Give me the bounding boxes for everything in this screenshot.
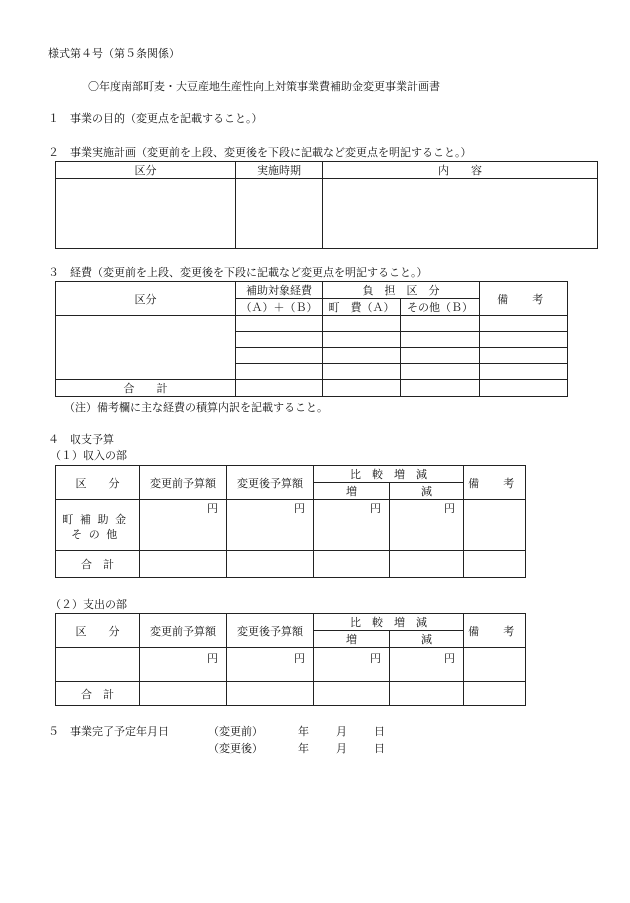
income-item-subsidy: 町補助金 bbox=[62, 513, 133, 526]
outgo-col-after: 変更後予算額 bbox=[227, 614, 314, 648]
outgo-biko-cell[interactable] bbox=[464, 648, 526, 682]
completion-after-month: 月 bbox=[336, 742, 347, 755]
document-title: 〇年度南部町麦・大豆産地生産性向上対策事業費補助金変更事業計画書 bbox=[88, 80, 440, 93]
outgo-col-kubun: 区 分 bbox=[56, 614, 140, 648]
plan-cell[interactable] bbox=[323, 179, 598, 249]
income-total-label: 合 計 bbox=[56, 551, 140, 578]
expense-cell[interactable] bbox=[401, 316, 480, 332]
expense-total-cell[interactable] bbox=[401, 380, 480, 397]
outgo-col-biko: 備 考 bbox=[464, 614, 526, 648]
section2-heading: ２ 事業実施計画（変更前を上段、変更後を下段に記載など変更点を明記すること。） bbox=[48, 146, 472, 159]
income-col-biko: 備 考 bbox=[464, 466, 526, 500]
expense-cell[interactable] bbox=[480, 332, 568, 348]
income-col-before: 変更前予算額 bbox=[140, 466, 227, 500]
outgo-total-label: 合 計 bbox=[56, 682, 140, 706]
outgo-before-yen[interactable]: 円 bbox=[140, 648, 227, 682]
income-total-cell[interactable] bbox=[314, 551, 390, 578]
outgo-total-cell[interactable] bbox=[390, 682, 464, 706]
expense-total-cell[interactable] bbox=[323, 380, 401, 397]
outgo-total-cell[interactable] bbox=[227, 682, 314, 706]
completion-after-day: 日 bbox=[374, 742, 385, 755]
income-gen-yen[interactable]: 円 bbox=[390, 500, 464, 551]
income-col-zo: 増 bbox=[314, 483, 390, 500]
outgo-col-before: 変更前予算額 bbox=[140, 614, 227, 648]
expense-col-hojo: 補助対象経費 bbox=[236, 282, 323, 299]
expense-cell[interactable] bbox=[480, 316, 568, 332]
plan-table bbox=[55, 161, 598, 249]
expense-col-hojo-formula: （Ａ）＋（Ｂ） bbox=[236, 299, 323, 316]
section1-heading: １ 事業の目的（変更点を記載すること。） bbox=[48, 112, 263, 125]
completion-before-year: 年 bbox=[298, 725, 309, 738]
plan-col-kubun: 区分 bbox=[56, 162, 236, 179]
expense-cell[interactable] bbox=[401, 332, 480, 348]
expense-cell[interactable] bbox=[323, 348, 401, 364]
expense-cell[interactable] bbox=[236, 332, 323, 348]
expense-total-cell[interactable] bbox=[236, 380, 323, 397]
income-after-yen[interactable]: 円 bbox=[227, 500, 314, 551]
completion-before-day: 日 bbox=[374, 725, 385, 738]
outgo-col-zo: 増 bbox=[314, 631, 390, 648]
expense-table bbox=[55, 281, 568, 397]
plan-cell[interactable] bbox=[236, 179, 323, 249]
income-total-cell[interactable] bbox=[227, 551, 314, 578]
outgo-table bbox=[55, 613, 526, 706]
income-col-gen: 減 bbox=[390, 483, 464, 500]
section3-heading: ３ 経費（変更前を上段、変更後を下段に記載など変更点を明記すること。） bbox=[48, 266, 428, 279]
income-total-cell[interactable] bbox=[390, 551, 464, 578]
outgo-total-cell[interactable] bbox=[314, 682, 390, 706]
income-total-cell[interactable] bbox=[464, 551, 526, 578]
expense-col-biko: 備 考 bbox=[480, 282, 568, 316]
income-heading: （１）収入の部 bbox=[50, 449, 127, 462]
outgo-col-gen: 減 bbox=[390, 631, 464, 648]
expense-note: （注）備考欄に主な経費の積算内訳を記載すること。 bbox=[64, 401, 328, 414]
section4-heading: ４ 収支予算 bbox=[48, 433, 114, 446]
expense-cell[interactable] bbox=[236, 364, 323, 380]
expense-col-cho: 町 費（Ａ） bbox=[323, 299, 401, 316]
completion-after-year: 年 bbox=[298, 742, 309, 755]
income-item-other: その他 bbox=[71, 528, 124, 541]
income-col-hikaku: 比 較 増 減 bbox=[314, 466, 464, 483]
expense-cell[interactable] bbox=[323, 332, 401, 348]
expense-cell[interactable] bbox=[236, 316, 323, 332]
outgo-zo-yen[interactable]: 円 bbox=[314, 648, 390, 682]
plan-cell[interactable] bbox=[56, 179, 236, 249]
expense-cell[interactable] bbox=[323, 316, 401, 332]
outgo-item-cell[interactable] bbox=[56, 648, 140, 682]
completion-after-label: （変更後） bbox=[208, 742, 263, 755]
outgo-total-cell[interactable] bbox=[464, 682, 526, 706]
expense-cell[interactable] bbox=[480, 364, 568, 380]
form-number: 様式第４号（第５条関係） bbox=[48, 47, 180, 60]
section5-heading: ５ 事業完了予定年月日 bbox=[48, 725, 169, 738]
plan-col-jiki: 実施時期 bbox=[236, 162, 323, 179]
outgo-gen-yen[interactable]: 円 bbox=[390, 648, 464, 682]
income-col-after: 変更後予算額 bbox=[227, 466, 314, 500]
expense-total-label: 合 計 bbox=[56, 380, 236, 397]
completion-before-label: （変更前） bbox=[208, 725, 263, 738]
expense-col-futan: 負 担 区 分 bbox=[323, 282, 480, 299]
income-col-kubun: 区 分 bbox=[56, 466, 140, 500]
income-zo-yen[interactable]: 円 bbox=[314, 500, 390, 551]
expense-col-sonota: その他（Ｂ） bbox=[401, 299, 480, 316]
completion-before-month: 月 bbox=[336, 725, 347, 738]
expense-cell[interactable] bbox=[236, 348, 323, 364]
outgo-col-hikaku: 比 較 増 減 bbox=[314, 614, 464, 631]
income-item-cell bbox=[56, 500, 140, 551]
expense-heading: （２）支出の部 bbox=[50, 598, 127, 611]
expense-cell[interactable] bbox=[401, 348, 480, 364]
outgo-total-cell[interactable] bbox=[140, 682, 227, 706]
expense-kubun-cell[interactable] bbox=[56, 316, 236, 380]
expense-col-kubun: 区分 bbox=[56, 282, 236, 316]
income-biko-cell[interactable] bbox=[464, 500, 526, 551]
income-before-yen[interactable]: 円 bbox=[140, 500, 227, 551]
outgo-after-yen[interactable]: 円 bbox=[227, 648, 314, 682]
expense-total-cell[interactable] bbox=[480, 380, 568, 397]
income-table bbox=[55, 465, 526, 578]
expense-cell[interactable] bbox=[401, 364, 480, 380]
expense-cell[interactable] bbox=[323, 364, 401, 380]
plan-col-naiyo: 内 容 bbox=[323, 162, 598, 179]
expense-cell[interactable] bbox=[480, 348, 568, 364]
income-total-cell[interactable] bbox=[140, 551, 227, 578]
